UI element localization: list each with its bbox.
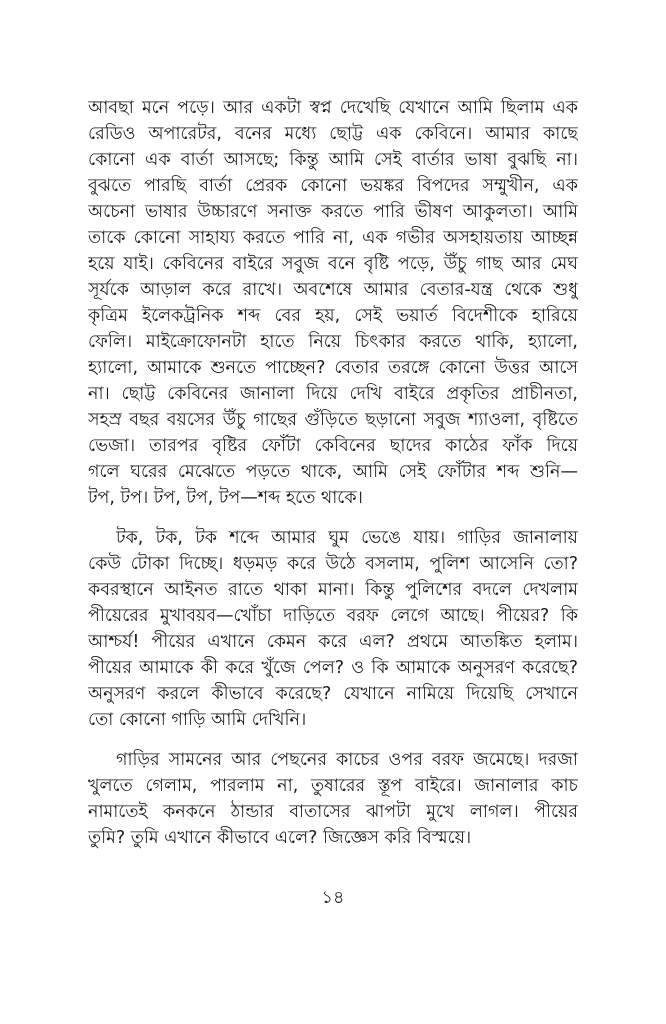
text-line: অনুসরণ করলে কীভাবে করেছে? যেখানে নামিয়ে দিয়েছি সেখানে: [88, 684, 578, 704]
text-line: অচেনা ভাষার উচ্চারণে সনাক্ত করতে পারি ভীষণ আকুলতা। আমি: [88, 202, 578, 222]
text-line: পীয়েরের মুখাবয়ব—খোঁচা দাড়িতে বরফ লেগে আছে। পীয়ের? কি: [88, 606, 578, 626]
text-line: নামাতেই কনকনে ঠান্ডার বাতাসের ঝাপটা মুখে লাগল। পীয়ের: [88, 802, 578, 822]
text-line: রেডিও অপারেটর, বনের মধ্যে ছোট্ট এক কেবিনে। আমার কাছে: [88, 124, 578, 144]
text-line: সহস্র বছর বয়সের উঁচু গাছের গুঁড়িতে ছড়ানো সবুজ শ্যাওলা, বৃষ্টিতে: [88, 410, 578, 430]
text-line: তুমি? তুমি এখানে কীভাবে এলে? জিজ্ঞেস করি বিস্ময়ে।: [88, 828, 472, 848]
text-line: সূর্যকে আড়াল করে রাখে। অবশেষে আমার বেতার-যন্ত্র থেকে শুধু: [88, 280, 578, 300]
text-line: টক, টক, টক শব্দে আমার ঘুম ভেঙে যায়। গাড়ির জানালায়: [116, 528, 578, 548]
text-line: হয়ে যাই। কেবিনের বাইরে সবুজ বনে বৃষ্টি পড়ে, উঁচু গাছ আর মেঘ: [88, 254, 578, 274]
text-line: ভেজা। তারপর বৃষ্টির ফোঁটা কেবিনের ছাদের কাঠের ফাঁক দিয়ে: [88, 436, 578, 456]
text-line: পীয়ের আমাকে কী করে খুঁজে পেল? ও কি আমাকে অনুসরণ করেছে?: [88, 658, 578, 678]
text-line: ফেলি। মাইক্রোফোনটা হাতে নিয়ে চিৎকার করতে থাকি, হ্যালো,: [88, 332, 578, 352]
page-number: ১৪: [321, 888, 345, 908]
text-line: বুঝতে পারছি বার্তা প্রেরক কোনো ভয়ঙ্কর বিপদের সম্মুখীন, এক: [88, 176, 578, 196]
text-line: কোনো এক বার্তা আসছে; কিন্তু আমি সেই বার্তার ভাষা বুঝছি না।: [88, 150, 578, 170]
text-line: তো কোনো গাড়ি আমি দেখিনি।: [88, 710, 307, 730]
text-line: কেউ টোকা দিচ্ছে। ধড়মড় করে উঠে বসলাম, পুলিশ আসেনি তো?: [88, 554, 578, 574]
text-line: গলে ঘরের মেঝেতে পড়তে থাকে, আমি সেই ফোঁটার শব্দ শুনি—: [88, 462, 578, 482]
text-line: আশ্চর্য! পীয়ের এখানে কেমন করে এল? প্রথমে আতঙ্কিত হলাম।: [88, 632, 578, 652]
text-line: হ্যালো, আমাকে শুনতে পাচ্ছেন? বেতার তরঙ্গে কোনো উত্তর আসে: [88, 358, 578, 378]
text-line: আবছা মনে পড়ে। আর একটা স্বপ্ন দেখেছি যেখানে আমি ছিলাম এক: [88, 98, 578, 118]
text-line: খুলতে গেলাম, পারলাম না, তুষারের স্তূপ বাইরে। জানালার কাচ: [88, 776, 578, 796]
text-line: তাকে কোনো সাহায্য করতে পারি না, এক গভীর অসহায়তায় আচ্ছন্ন: [88, 228, 578, 248]
text-line: কৃত্রিম ইলেকট্রনিক শব্দ বের হয়, সেই ভয়ার্ত বিদেশীকে হারিয়ে: [88, 306, 578, 326]
text-line: না। ছোট্ট কেবিনের জানালা দিয়ে দেখি বাইরে প্রকৃতির প্রাচীনতা,: [88, 384, 578, 404]
text-line: গাড়ির সামনের আর পেছনের কাচের ওপর বরফ জমেছে। দরজা: [116, 750, 578, 770]
text-line: টপ, টপ। টপ, টপ, টপ—শব্দ হতে থাকে।: [88, 488, 363, 508]
text-line: কবরস্থানে আইনত রাতে থাকা মানা। কিন্তু পুলিশের বদলে দেখলাম: [88, 580, 578, 600]
